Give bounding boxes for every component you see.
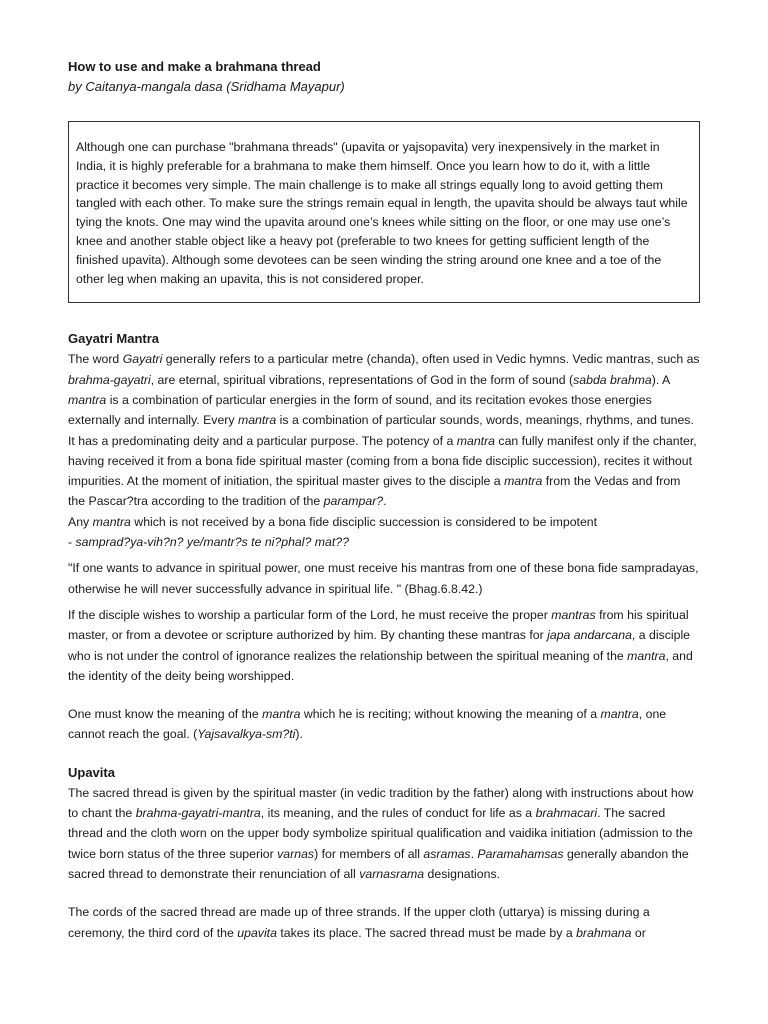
italic-term: mantra	[237, 413, 277, 428]
gayatri-paragraph-3: One must know the meaning of the mantra which he is reciting; without knowing the meaning of a mantra, one cannot reach the goal. (Yajsavalkya-sm?ti).	[68, 707, 667, 742]
section-heading-gayatri: Gayatri Mantra	[68, 331, 160, 347]
italic-term: samprad?ya-vih?n? ye/mantr?s te ni?phal? mat??	[75, 535, 349, 550]
italic-term: upavita	[237, 925, 277, 940]
italic-term: varnas	[277, 846, 315, 861]
italic-term: mantra	[92, 514, 131, 529]
document-title: How to use and make a brahmana thread	[68, 59, 321, 74]
upavita-paragraph-2: The cords of the sacred thread are made up of three strands. If the upper cloth (uttarya) is missing during a ceremony, the third cord of the upavita takes its place. The sacred thread must be made by a brahmana or	[68, 905, 650, 940]
italic-term: mantra	[627, 648, 666, 663]
italic-term: mantra	[456, 433, 496, 448]
italic-term: brahmacari	[535, 806, 598, 821]
section-heading-upavita: Upavita	[68, 764, 115, 780]
gayatri-verse: - samprad?ya-vih?n? ye/mantr?s te ni?phal? mat??	[68, 535, 349, 550]
gayatri-quote: "If one wants to advance in spiritual power, one must receive his mantras from one of these bona fide sampradayas, otherwise he will never successfully advance in spiritual life. " (Bhag.6.8.42.)	[68, 561, 699, 596]
italic-term: Yajsavalkya-sm?ti	[197, 727, 296, 742]
document-page	[68, 57, 700, 943]
gayatri-paragraph-2: If the disciple wishes to worship a particular form of the Lord, he must receive the proper mantras from his spiritual master, or from a devotee or scripture authorized by him. By chanting these mantras for japa andarcana, a disciple who is not under the control of ignorance realizes the relationship between the spiritual meaning of the mantra, and the identity of the deity being worshipped.	[68, 607, 693, 683]
italic-term: Paramahamsas	[477, 846, 564, 861]
italic-term: sabda brahma	[573, 372, 652, 387]
italic-term: mantra	[262, 707, 301, 722]
italic-term: asramas	[423, 846, 471, 861]
italic-term: mantra	[68, 392, 107, 407]
italic-term: mantra	[600, 707, 639, 722]
italic-term: japa andarcana	[547, 628, 632, 643]
italic-term: parampar?	[323, 494, 384, 509]
author-byline: by Caitanya-mangala dasa (Sridhama Mayapur)	[68, 79, 345, 94]
intro-box: Although one can purchase "brahmana threads" (upavita or yajsopavita) very inexpensively in the market in India, it is highly preferable for a brahmana to make them himself. Once you learn how to do it, with a little practice it becomes very simple. The main challenge is to make all strings equally long to avoid getting them tangled with each other. To make sure the strings remain equal in length, the upavita should be always taut while tying the knots. One may wind the upavita around one’s knees while sitting on the floor, or one may use one’s knee and another stable object like a heavy pot (preferable to two knees for getting sufficient length of the finished upavita). Although some devotees can be seen winding the string around one knee and a toe of the other leg when making an upavita, this is not considered proper.	[68, 121, 700, 303]
italic-term: brahmana	[576, 925, 632, 940]
italic-term: mantra	[504, 474, 543, 489]
italic-term: brahma-gayatri	[68, 372, 151, 387]
gayatri-paragraph-1b: Any mantra which is not received by a bona fide disciplic succession is considered to be impotent	[68, 514, 598, 529]
italic-term: mantras	[551, 607, 596, 622]
italic-term: Gayatri	[122, 352, 163, 367]
italic-term: varnasrama	[359, 866, 425, 881]
gayatri-paragraph-1: The word Gayatri generally refers to a particular metre (chanda), often used in Vedic hymns. Vedic mantras, such as brahma-gayatri, are eternal, spiritual vibrations, representations of God in the form of sound (sabda brahma). A mantra is a combination of particular energies in the form of sound, and its recitation evokes those energies externally and internally. Every mantra is a combination of particular sounds, words, meanings, rhythms, and tunes. It has a predominating deity and a particular purpose. The potency of a mantra can fully manifest only if the chanter, having received it from a bona fide spiritual master (coming from a bona fide disciplic succession), recites it without impurities. At the moment of initiation, the spiritual master gives to the disciple a mantra from the Vedas and from the Pascar?tra according to the tradition of the parampar?.	[68, 352, 700, 509]
upavita-paragraph-1: The sacred thread is given by the spiritual master (in vedic tradition by the father) along with instructions about how to chant the brahma-gayatri-mantra, its meaning, and the rules of conduct for life as a brahmacari. The sacred thread and the cloth worn on the upper body symbolize spiritual qualification and vaidika initiation (admission to the twice born status of the three superior varnas) for members of all asramas. Paramahamsas generally abandon the sacred thread to demonstrate their renunciation of all varnasrama designations.	[68, 785, 694, 881]
italic-term: brahma-gayatri-mantra	[135, 806, 261, 821]
